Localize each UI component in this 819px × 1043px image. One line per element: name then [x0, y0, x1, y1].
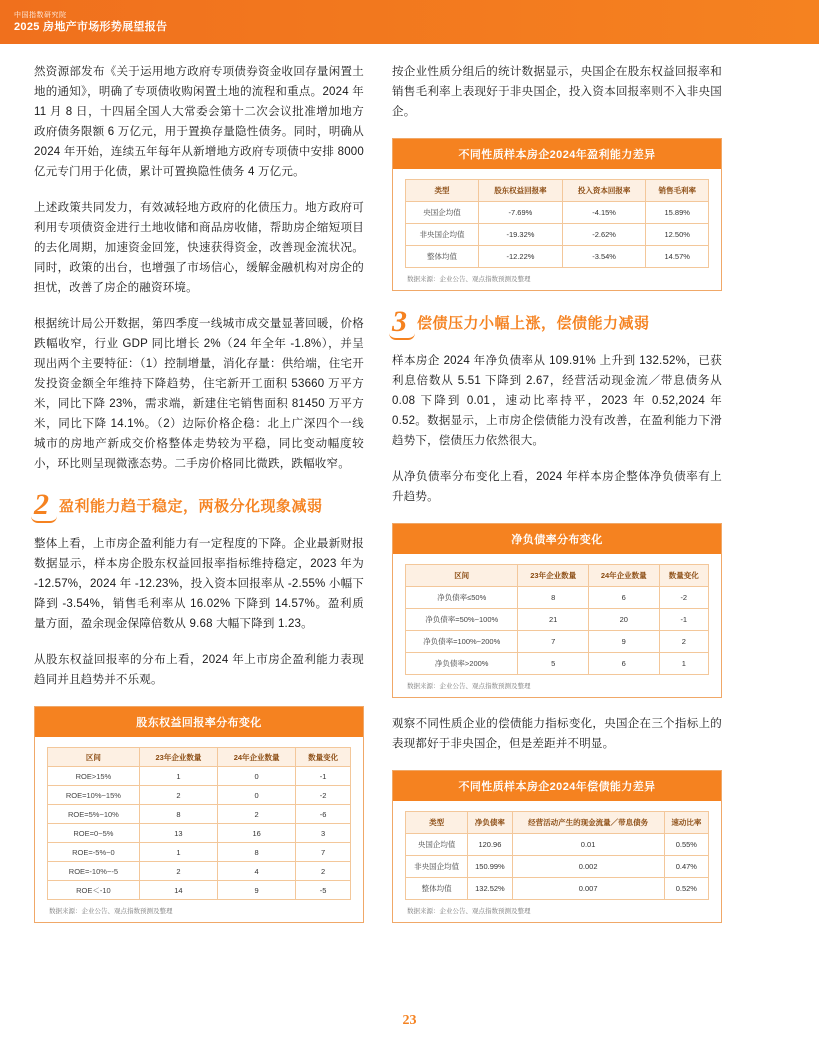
table-row	[406, 631, 709, 653]
cell: 15.89%	[646, 202, 709, 224]
cell: ROE=0~5%	[48, 824, 140, 843]
cell: 2	[659, 631, 708, 653]
cell: 8	[218, 843, 296, 862]
table-row	[48, 843, 351, 862]
section-number: 3	[392, 305, 407, 338]
cell: 13	[139, 824, 217, 843]
section-number: 2	[34, 488, 49, 521]
table-source: 数据来源：企业公告、观点指数预测及整理	[407, 908, 531, 915]
table-row	[406, 856, 709, 878]
paragraph: 样本房企 2024 年净负债率从 109.91% 上升到 132.52%，已获利息倍数从 5.51 下降到 2.67，经营活动现金流／带息债务从 0.08 下降到 0.01，速动比率持平，2023 年 0.52,2024 年 0.52。数据显示，上市房企偿债能力没有改善，在盈利能力下滑趋势下，偿债压力依然很大。	[392, 355, 722, 447]
cell: 6	[588, 587, 659, 609]
cell: 4	[218, 862, 296, 881]
column-header: 数量变化	[659, 565, 708, 587]
column-header: 股东权益回报率	[479, 180, 563, 202]
cell: 0	[218, 786, 296, 805]
cell: 8	[518, 587, 589, 609]
cell: -1	[296, 767, 351, 786]
table	[405, 179, 709, 268]
cell: 12.50%	[646, 224, 709, 246]
cell: 非央国企均值	[406, 224, 479, 246]
table-row	[48, 862, 351, 881]
paragraph: 然资源部发布《关于运用地方政府专项债券资金收回存量闲置土地的通知》，明确了专项债收购闲置土地的流程和重点。2024 年 11 月 8 日，十四届全国人大常委会第十二次会议批准增加地方政府债务限额 6 万亿元，用于置换存量隐性债务。同时，明确从 2024 年开始，连续五年每年从新增地方政府专项债中安排 8000 亿元专门用于化债，累计可置换隐性债务 4 万亿元。	[34, 66, 364, 178]
table	[405, 811, 709, 900]
cell: 1	[659, 653, 708, 675]
cell: 132.52%	[468, 878, 512, 900]
column-header: 23年企业数量	[518, 565, 589, 587]
cell: 7	[296, 843, 351, 862]
table-row	[406, 834, 709, 856]
table-source: 数据来源：企业公告、观点指数预测及整理	[407, 683, 531, 690]
table-header-row	[48, 748, 351, 767]
column-header: 区间	[48, 748, 140, 767]
cell: 0.007	[512, 878, 664, 900]
table-roe-distribution	[34, 706, 364, 923]
table-row	[48, 786, 351, 805]
table-header-row	[406, 180, 709, 202]
cell: 0.47%	[664, 856, 708, 878]
brand-subtitle: 中国指数研究院	[14, 11, 67, 19]
cell: 20	[588, 609, 659, 631]
cell: 8	[139, 805, 217, 824]
column-header: 类型	[406, 180, 479, 202]
section-title: 盈利能力趋于稳定，两极分化现象减弱	[59, 497, 323, 515]
right-column	[392, 62, 722, 939]
table-row	[406, 878, 709, 900]
cell: 净负债率=50%~100%	[406, 609, 518, 631]
cell: 2	[218, 805, 296, 824]
cell: 3	[296, 824, 351, 843]
cell: 净负债率=100%~200%	[406, 631, 518, 653]
column-header: 类型	[406, 812, 468, 834]
cell: 6	[588, 653, 659, 675]
column-header: 经营活动产生的现金流量／带息债务	[512, 812, 664, 834]
column-header: 23年企业数量	[139, 748, 217, 767]
table-title: 股东权益回报率分布变化	[35, 707, 363, 737]
cell: 9	[218, 881, 296, 900]
cell: 0.002	[512, 856, 664, 878]
table-row	[48, 881, 351, 900]
page-header	[0, 0, 819, 44]
cell: -2.62%	[562, 224, 646, 246]
table-title: 不同性质样本房企2024年盈利能力差异	[393, 139, 721, 169]
table-row	[48, 805, 351, 824]
cell: 0.01	[512, 834, 664, 856]
cell: ROE=5%~10%	[48, 805, 140, 824]
left-column	[34, 62, 364, 939]
column-header: 速动比率	[664, 812, 708, 834]
table-row	[406, 246, 709, 268]
cell: -7.69%	[479, 202, 563, 224]
cell: 央国企均值	[406, 834, 468, 856]
table-row	[406, 587, 709, 609]
cell: 5	[518, 653, 589, 675]
cell: 非央国企均值	[406, 856, 468, 878]
table-source: 数据来源：企业公告、观点指数预测及整理	[407, 276, 531, 283]
cell: -5	[296, 881, 351, 900]
paragraph: 按企业性质分组后的统计数据显示，央国企在股东权益回报率和销售毛利率上表现好于非央国企，投入资本回报率则不入非央国企。	[392, 66, 722, 118]
cell: 120.96	[468, 834, 512, 856]
table-row	[406, 202, 709, 224]
cell: -1	[659, 609, 708, 631]
column-header: 数量变化	[296, 748, 351, 767]
cell: -2	[296, 786, 351, 805]
cell: 净负债率>200%	[406, 653, 518, 675]
paragraph: 从股东权益回报率的分布上看，2024 年上市房企盈利能力表现趋同并且趋势并不乐观。	[34, 654, 364, 686]
table-header-row	[406, 812, 709, 834]
cell: 净负债率≤50%	[406, 587, 518, 609]
cell: 9	[588, 631, 659, 653]
cell: 21	[518, 609, 589, 631]
table-row	[406, 609, 709, 631]
table	[405, 564, 709, 675]
table-net-debt-distribution	[392, 523, 722, 698]
cell: -2	[659, 587, 708, 609]
column-header: 投入资本回报率	[562, 180, 646, 202]
cell: -12.22%	[479, 246, 563, 268]
table-solvency-by-type	[392, 770, 722, 923]
table	[47, 747, 351, 900]
cell: 150.99%	[468, 856, 512, 878]
cell: 2	[139, 786, 217, 805]
cell: 整体均值	[406, 878, 468, 900]
cell: 0.55%	[664, 834, 708, 856]
cell: 央国企均值	[406, 202, 479, 224]
cell: ROE>15%	[48, 767, 140, 786]
cell: -19.32%	[479, 224, 563, 246]
table-header-row	[406, 565, 709, 587]
column-header: 24年企业数量	[218, 748, 296, 767]
column-header: 净负债率	[468, 812, 512, 834]
cell: ROE=-10%~-5	[48, 862, 140, 881]
brand-title: 2025 房地产市场形势展望报告	[14, 20, 168, 33]
table-source: 数据来源：企业公告、观点指数预测及整理	[49, 908, 173, 915]
cell: 0	[218, 767, 296, 786]
cell: 16	[218, 824, 296, 843]
paragraph: 从净负债率分布变化上看，2024 年样本房企整体净负债率有上升趋势。	[392, 471, 722, 503]
cell: 14	[139, 881, 217, 900]
cell: ROE=10%~15%	[48, 786, 140, 805]
column-header: 销售毛利率	[646, 180, 709, 202]
cell: 整体均值	[406, 246, 479, 268]
cell: -3.54%	[562, 246, 646, 268]
table-title: 不同性质样本房企2024年偿债能力差异	[393, 771, 721, 801]
column-header: 区间	[406, 565, 518, 587]
table-title: 净负债率分布变化	[393, 524, 721, 554]
section-heading-2	[34, 490, 364, 520]
table-profitability-by-type	[392, 138, 722, 291]
paragraph: 整体上看，上市房企盈利能力有一定程度的下降。企业最新财报数据显示，样本房企股东权益回报率指标维持稳定，2023 年为 -12.57%，2024 年 -12.23%，投入资本回报率从 -2.55% 小幅下降到 -3.54%，销售毛利率从 16.02% 下降到 14.57%。盈利质量方面，盈余现金保障倍数从 9.68 大幅下降到 1.23。	[34, 538, 364, 630]
section-heading-3	[392, 307, 722, 337]
cell: ROE＜-10	[48, 881, 140, 900]
column-header: 24年企业数量	[588, 565, 659, 587]
paragraph: 上述政策共同发力，有效减轻地方政府的化债压力。地方政府可利用专项债资金进行土地收储和商品房收储，帮助房企缩短项目的去化周期，加速资金回笼，快速获得资金，改善现金流状况。同时，政策的出台，也增强了市场信心，缓解金融机构对房企的担忧，改善了房企的融资环境。	[34, 202, 364, 294]
page-number: 23	[402, 1013, 417, 1028]
cell: 1	[139, 767, 217, 786]
cell: 0.52%	[664, 878, 708, 900]
cell: 2	[139, 862, 217, 881]
table-row	[48, 767, 351, 786]
paragraph: 观察不同性质企业的偿债能力指标变化，央国企在三个指标上的表现都好于非央国企，但是差距并不明显。	[392, 718, 722, 750]
cell: 2	[296, 862, 351, 881]
cell: -6	[296, 805, 351, 824]
cell: ROE=-5%~0	[48, 843, 140, 862]
cell: -4.15%	[562, 202, 646, 224]
table-row	[48, 824, 351, 843]
paragraph: 根据统计局公开数据，第四季度一线城市成交量显著回暖，价格跌幅收窄，行业 GDP 同比增长 2%（24 年全年 -1.8%），并呈现出两个主要特征：（1）控制增量，消化存量：供给端，住宅开发投资金额全年维持下降趋势，住宅新开工面积 53660 万平方米，同比下降 23%，需求端，新建住宅销售面积 81450 万平方米，同比下降 14.1%。（2）边际价格企稳：北上广深四个一线城市的房地产新成交价格整体走势较为平稳，同比变动幅度较小，环比则呈现微涨态势。二手房价格同比微跌，跌幅收窄。	[34, 318, 364, 470]
table-row	[406, 224, 709, 246]
cell: 14.57%	[646, 246, 709, 268]
cell: 1	[139, 843, 217, 862]
cell: 7	[518, 631, 589, 653]
table-row	[406, 653, 709, 675]
section-title: 偿债压力小幅上涨，偿债能力减弱	[417, 314, 650, 332]
page-content	[0, 44, 819, 939]
